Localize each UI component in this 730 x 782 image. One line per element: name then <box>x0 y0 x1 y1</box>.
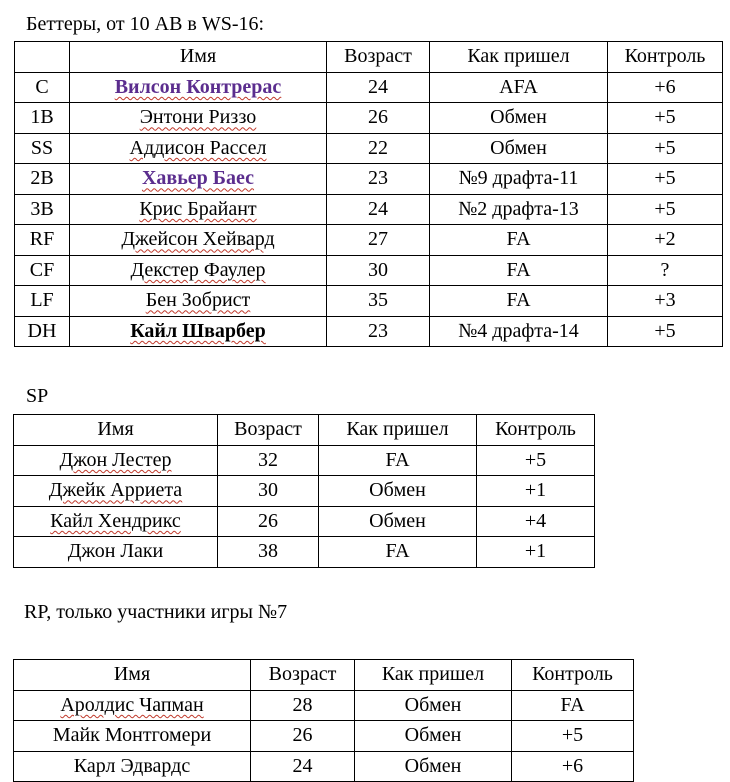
header-position <box>15 42 70 73</box>
age-cell: 28 <box>251 690 355 721</box>
age-cell: 32 <box>218 445 319 476</box>
player-name: Энтони Риззо <box>139 106 257 129</box>
player-name: Карл Эдвардс <box>73 754 191 777</box>
how-acquired-cell: FA <box>430 225 608 256</box>
table-row <box>14 751 634 782</box>
header-how-acquired: Как пришел <box>319 415 477 446</box>
how-acquired-cell: Обмен <box>319 476 477 507</box>
control-cell: +5 <box>608 194 723 225</box>
table-header-row <box>14 415 595 446</box>
how-acquired-cell: FA <box>319 445 477 476</box>
age-cell: 26 <box>251 721 355 752</box>
age-cell: 24 <box>327 194 430 225</box>
table-header-row <box>15 42 723 73</box>
position-cell: SS <box>15 133 70 164</box>
table-row <box>14 721 634 752</box>
sp-caption: SP <box>26 385 49 407</box>
how-acquired-cell: Обмен <box>319 506 477 537</box>
how-acquired-cell: Обмен <box>355 690 512 721</box>
position-cell: RF <box>15 225 70 256</box>
control-cell: +6 <box>608 72 723 103</box>
control-cell: +5 <box>608 133 723 164</box>
how-acquired-cell: №2 драфта-13 <box>430 194 608 225</box>
table-row <box>15 164 723 195</box>
age-cell: 24 <box>251 751 355 782</box>
table-row <box>14 476 595 507</box>
position-cell: 3B <box>15 194 70 225</box>
position-cell: DH <box>15 316 70 347</box>
sp-table <box>13 414 595 568</box>
age-cell: 30 <box>327 255 430 286</box>
player-name: Крис Брайант <box>139 197 257 220</box>
how-acquired-cell: FA <box>319 537 477 568</box>
control-cell: +4 <box>477 506 595 537</box>
position-cell: 2B <box>15 164 70 195</box>
how-acquired-cell: AFA <box>430 72 608 103</box>
how-acquired-cell: Обмен <box>355 721 512 752</box>
header-age: Возраст <box>218 415 319 446</box>
header-how-acquired: Как пришел <box>430 42 608 73</box>
player-name: Майк Монтгомери <box>52 724 212 747</box>
table-row <box>15 225 723 256</box>
position-cell: 1B <box>15 103 70 134</box>
control-cell: +5 <box>512 721 634 752</box>
table-row <box>15 286 723 317</box>
how-acquired-cell: Обмен <box>430 133 608 164</box>
control-cell: +6 <box>512 751 634 782</box>
batters-table <box>14 41 723 347</box>
how-acquired-cell: №4 драфта-14 <box>430 316 608 347</box>
table-row <box>15 316 723 347</box>
player-name: Бен Зобрист <box>145 289 251 312</box>
batters-caption: Беттеры, от 10 AB в WS-16: <box>26 13 265 35</box>
how-acquired-cell: №9 драфта-11 <box>430 164 608 195</box>
player-name-link[interactable]: Хавьер Баес <box>141 167 255 190</box>
player-name: Аддисон Рассел <box>129 136 267 159</box>
control-cell: FA <box>512 690 634 721</box>
table-row <box>15 194 723 225</box>
table-row <box>14 445 595 476</box>
how-acquired-cell: Обмен <box>430 103 608 134</box>
control-cell: +2 <box>608 225 723 256</box>
header-control: Контроль <box>477 415 595 446</box>
header-name: Имя <box>14 660 251 691</box>
table-row <box>15 103 723 134</box>
age-cell: 38 <box>218 537 319 568</box>
age-cell: 35 <box>327 286 430 317</box>
age-cell: 26 <box>327 103 430 134</box>
age-cell: 24 <box>327 72 430 103</box>
rp-table <box>13 659 634 782</box>
control-cell: +3 <box>608 286 723 317</box>
control-cell: +5 <box>608 164 723 195</box>
age-cell: 23 <box>327 164 430 195</box>
how-acquired-cell: FA <box>430 255 608 286</box>
how-acquired-cell: Обмен <box>355 751 512 782</box>
rp-caption: RP, только участники игры №7 <box>24 601 288 623</box>
player-name: Джон Лестер <box>59 448 172 471</box>
header-control: Контроль <box>608 42 723 73</box>
player-name: Декстер Фаулер <box>130 258 266 281</box>
header-name: Имя <box>14 415 218 446</box>
control-cell: +5 <box>608 103 723 134</box>
player-name: Джейсон Хейвард <box>121 228 275 251</box>
age-cell: 22 <box>327 133 430 164</box>
header-control: Контроль <box>512 660 634 691</box>
control-cell: +1 <box>477 537 595 568</box>
control-cell: +5 <box>608 316 723 347</box>
player-name-link[interactable]: Вилсон Контрерас <box>114 75 282 98</box>
how-acquired-cell: FA <box>430 286 608 317</box>
player-name: Джейк Арриета <box>48 479 183 502</box>
player-name: Кайл Шварбер <box>130 319 266 342</box>
table-row <box>15 255 723 286</box>
header-age: Возраст <box>251 660 355 691</box>
table-row <box>14 506 595 537</box>
table-row <box>15 133 723 164</box>
age-cell: 30 <box>218 476 319 507</box>
age-cell: 23 <box>327 316 430 347</box>
control-cell: +1 <box>477 476 595 507</box>
age-cell: 26 <box>218 506 319 537</box>
player-name: Джон Лаки <box>67 540 164 563</box>
position-cell: CF <box>15 255 70 286</box>
position-cell: LF <box>15 286 70 317</box>
table-row <box>14 690 634 721</box>
position-cell: C <box>15 72 70 103</box>
table-header-row <box>14 660 634 691</box>
age-cell: 27 <box>327 225 430 256</box>
player-name: Аролдис Чапман <box>60 693 204 716</box>
header-name: Имя <box>70 42 327 73</box>
header-age: Возраст <box>327 42 430 73</box>
header-how-acquired: Как пришел <box>355 660 512 691</box>
control-cell: ? <box>608 255 723 286</box>
player-name: Кайл Хендрикс <box>50 509 181 532</box>
table-row <box>15 72 723 103</box>
table-row <box>14 537 595 568</box>
control-cell: +5 <box>477 445 595 476</box>
